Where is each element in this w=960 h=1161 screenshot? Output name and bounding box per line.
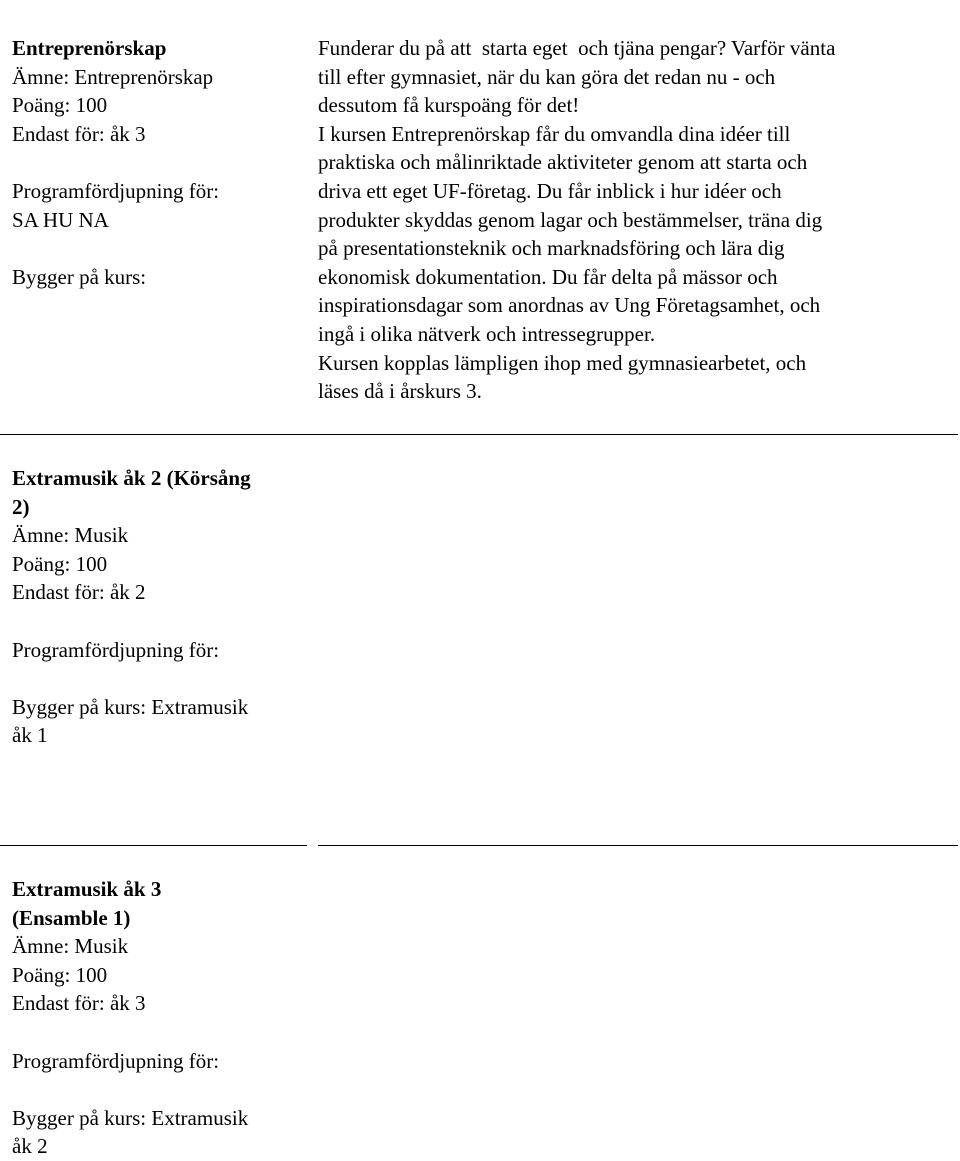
section-divider	[0, 434, 958, 435]
course-title-cont: 2)	[12, 494, 30, 519]
course-meta	[12, 34, 307, 291]
description-line: ekonomisk dokumentation. Du får delta på mässor och	[318, 264, 778, 289]
course-builds-on: Bygger på kurs:	[12, 264, 147, 289]
description-line: på presentationsteknik och marknadsföring och lära dig	[318, 236, 785, 261]
description-line: dessutom få kurspoäng för det!	[318, 93, 580, 118]
section-divider	[318, 845, 958, 846]
description-line: till efter gymnasiet, när du kan göra det redan nu - och	[318, 64, 776, 89]
description-line: praktiska och målinriktade aktiviteter genom att starta och	[318, 150, 808, 175]
course-builds-on: Bygger på kurs: Extramusik	[12, 1105, 249, 1130]
description-line: I kursen Entreprenörskap får du omvandla dina idéer till	[318, 121, 791, 146]
course-points: Poäng: 100	[12, 93, 108, 118]
course-points: Poäng: 100	[12, 551, 108, 576]
description-line: driva ett eget UF-företag. Du får inblick i hur idéer och	[318, 178, 782, 203]
course-only-for: Endast för: åk 3	[12, 991, 146, 1016]
course-subject: Ämne: Musik	[12, 934, 129, 959]
description-line: Kursen kopplas lämpligen ihop med gymnasiearbetet, och	[318, 350, 807, 375]
course-title: Extramusik åk 2 (Körsång	[12, 466, 251, 490]
course-points: Poäng: 100	[12, 962, 108, 987]
course-program-label: Programfördjupning för:	[12, 178, 220, 203]
course-description	[318, 34, 948, 406]
course-title: Entreprenörskap	[12, 36, 167, 60]
course-subject: Ämne: Musik	[12, 523, 129, 548]
course-program-value: SA HU NA	[12, 207, 109, 232]
description-line: inspirationsdagar som anordnas av Ung Företagsamhet, och	[318, 293, 821, 318]
course-subject: Ämne: Entreprenörskap	[12, 64, 214, 89]
course-builds-on-cont: åk 1	[12, 723, 48, 748]
description-line: ingå i olika nätverk och intressegrupper.	[318, 321, 656, 346]
course-title-cont: (Ensamble 1)	[12, 905, 131, 930]
course-program-label: Programfördjupning för:	[12, 1048, 220, 1073]
description-line: Funderar du på att starta eget och tjäna pengar? Varför vänta	[318, 36, 836, 60]
description-line: läses då i årskurs 3.	[318, 379, 482, 404]
course-builds-on-cont: åk 2	[12, 1134, 48, 1159]
section-divider	[0, 845, 307, 846]
course-meta	[12, 875, 307, 1161]
course-title: Extramusik åk 3	[12, 877, 162, 901]
course-only-for: Endast för: åk 3	[12, 121, 146, 146]
course-only-for: Endast för: åk 2	[12, 580, 146, 605]
description-line: produkter skyddas genom lagar och bestämmelser, träna dig	[318, 207, 823, 232]
course-program-label: Programfördjupning för:	[12, 637, 220, 662]
course-builds-on: Bygger på kurs: Extramusik	[12, 694, 249, 719]
course-meta	[12, 464, 307, 750]
